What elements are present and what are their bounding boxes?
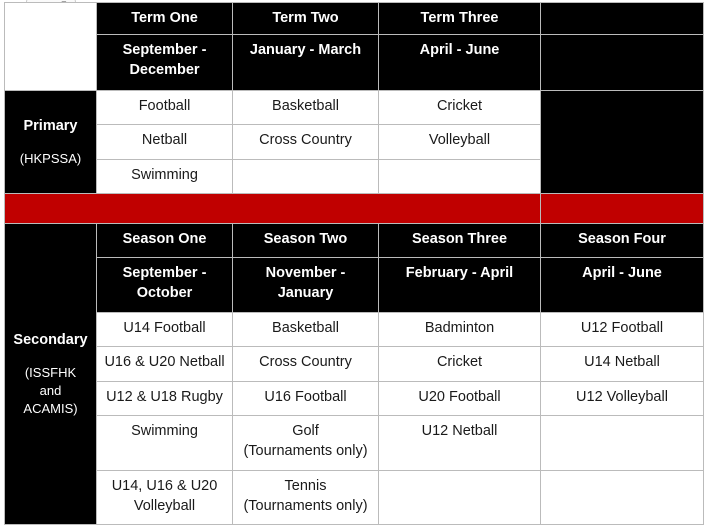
table-cell: Tennis (Tournaments only) <box>233 471 379 525</box>
season-period: September - October <box>97 258 233 313</box>
primary-period: September - December <box>97 35 233 91</box>
primary-period: April - June <box>379 35 541 91</box>
secondary-section-label <box>5 224 97 525</box>
section-divider <box>5 194 541 224</box>
empty-header-cell <box>541 3 704 35</box>
table-cell: U16 Football <box>233 382 379 416</box>
table-cell: U14 Netball <box>541 347 704 382</box>
table-cell <box>233 160 379 194</box>
table-cell <box>541 416 704 471</box>
season-period: April - June <box>541 258 704 313</box>
table-cell: Cross Country <box>233 347 379 382</box>
table-cell: U12 Volleyball <box>541 382 704 416</box>
table-cell: Swimming <box>97 416 233 471</box>
table-cell: U20 Football <box>379 382 541 416</box>
primary-sublabel: (HKPSSA) <box>19 151 82 166</box>
table-cell: U14, U16 & U20 Volleyball <box>97 471 233 525</box>
season-period: November - January <box>233 258 379 313</box>
table-cell: Golf (Tournaments only) <box>233 416 379 471</box>
table-cell: Cricket <box>379 91 541 125</box>
table-cell: Swimming <box>97 160 233 194</box>
table-cell <box>379 160 541 194</box>
empty-black-cell <box>541 91 704 194</box>
corner-cell <box>5 3 97 91</box>
table-cell <box>541 471 704 525</box>
primary-term-header: Term Three <box>379 3 541 35</box>
table-cell: U16 & U20 Netball <box>97 347 233 382</box>
table-cell: Basketball <box>233 313 379 347</box>
table-cell <box>379 471 541 525</box>
table-cell: U12 Netball <box>379 416 541 471</box>
table-cell: Cricket <box>379 347 541 382</box>
primary-period: January - March <box>233 35 379 91</box>
secondary-label: Secondary <box>13 332 88 348</box>
table-cell: Badminton <box>379 313 541 347</box>
season-period: February - April <box>379 258 541 313</box>
season-header: Season Two <box>233 224 379 258</box>
primary-term-header: Term Two <box>233 3 379 35</box>
table-cell: U12 & U18 Rugby <box>97 382 233 416</box>
table-cell: Cross Country <box>233 125 379 160</box>
season-header: Season Four <box>541 224 704 258</box>
table-cell: Football <box>97 91 233 125</box>
season-header: Season Three <box>379 224 541 258</box>
table-cell: U14 Football <box>97 313 233 347</box>
sports-schedule-table <box>4 2 704 525</box>
primary-term-header: Term One <box>97 3 233 35</box>
table-cell: Basketball <box>233 91 379 125</box>
secondary-sublabel: (ISSFHK and ACAMIS) <box>23 365 78 416</box>
empty-header-cell <box>541 35 704 91</box>
primary-label: Primary <box>23 118 78 134</box>
primary-section-label <box>5 91 97 194</box>
table-cell: Volleyball <box>379 125 541 160</box>
table-cell: Netball <box>97 125 233 160</box>
season-header: Season One <box>97 224 233 258</box>
section-divider <box>541 194 704 224</box>
table-cell: U12 Football <box>541 313 704 347</box>
